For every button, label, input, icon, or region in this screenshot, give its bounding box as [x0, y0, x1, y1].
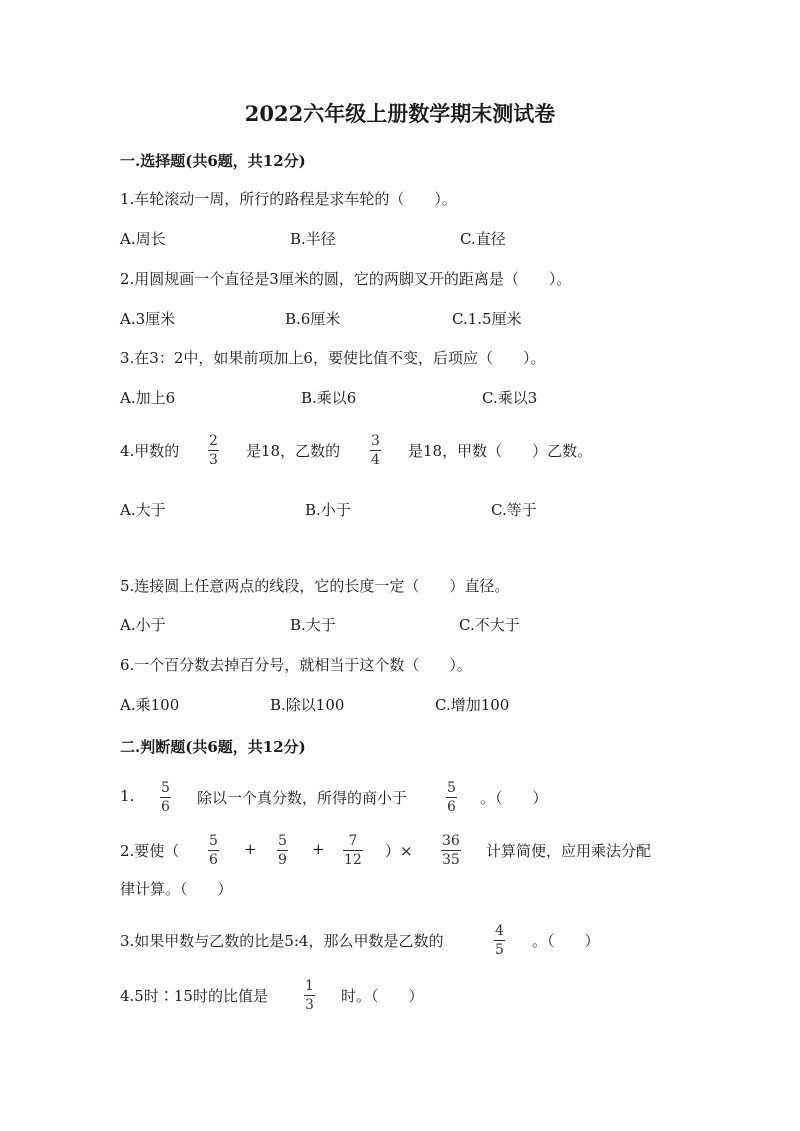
j1-number: 1.: [120, 787, 135, 805]
fraction-bar: [343, 850, 363, 851]
j1-fraction-five-sixths-b: [446, 780, 457, 815]
section-heading-judgement: 二.判断题(共6题，共12分): [120, 738, 306, 756]
j2-fraction-thirty-six-thirty-fifths: [441, 833, 461, 868]
q1-option-b: B.半径: [290, 230, 336, 248]
q6-option-c: C.增加100: [435, 696, 510, 714]
q3-option-a: A.加上6: [120, 389, 176, 407]
q3-option-c: C.乘以3: [482, 389, 538, 407]
fraction-bar: [304, 995, 315, 996]
q4-text-part2: 是18，乙数的: [246, 442, 341, 460]
q2-option-b: B.6厘米: [285, 310, 341, 328]
q4-option-c: C.等于: [491, 501, 537, 519]
q6-option-a: A.乘100: [120, 696, 180, 714]
j1-fraction-five-sixths-a: [160, 780, 171, 815]
fraction-denominator: 5: [495, 942, 504, 958]
q2-option-a: A.3厘米: [120, 310, 176, 328]
fraction-denominator: 6: [161, 799, 170, 815]
fraction-numerator: 7: [348, 833, 358, 849]
fraction-numerator: 5: [278, 833, 287, 849]
fraction-numerator: 1: [305, 978, 314, 994]
fraction-bar: [208, 450, 219, 451]
j2-fraction-seven-twelfths: [343, 833, 363, 868]
q4-text-part1: 4.甲数的: [120, 442, 180, 460]
fraction-bar: [277, 850, 288, 851]
fraction-numerator: 5: [209, 833, 218, 849]
fraction-numerator: 4: [495, 923, 504, 939]
fraction-numerator: 2: [209, 433, 218, 449]
fraction-denominator: 3: [305, 997, 314, 1013]
j1-text-end: 。（ ）: [480, 789, 548, 807]
j2-plus-2: +: [312, 840, 325, 858]
fraction-numerator: 5: [447, 780, 456, 796]
q5-option-c: C.不大于: [459, 616, 520, 634]
q6-option-b: B.除以100: [270, 696, 345, 714]
j2-fraction-five-sixths: [208, 833, 219, 868]
j2-text-end: 计算简便，应用乘法分配: [486, 842, 652, 860]
fraction-bar: [160, 797, 171, 798]
j2-fraction-five-ninths: [277, 833, 288, 868]
q5-option-b: B.大于: [290, 616, 336, 634]
fraction-denominator: 9: [278, 852, 287, 868]
fraction-numerator: 36: [442, 833, 460, 849]
q4-fraction-two-thirds: [208, 433, 219, 468]
fraction-denominator: 35: [442, 852, 460, 868]
question-2: 2.用圆规画一个直径是3厘米的圆，它的两脚叉开的距离是（ ）。: [120, 270, 572, 288]
fraction-numerator: 5: [161, 780, 170, 796]
question-5: 5.连接圆上任意两点的线段，它的长度一定（ ）直径。: [120, 577, 510, 595]
question-6: 6.一个百分数去掉百分号，就相当于这个数（ ）。: [120, 656, 472, 674]
j2-text-start: 2.要使（: [120, 842, 180, 860]
fraction-denominator: 3: [209, 452, 218, 468]
question-3: 3.在3：2中，如果前项加上6，要使比值不变，后项应（ ）。: [120, 349, 546, 367]
j1-text-middle: 除以一个真分数，所得的商小于: [197, 789, 408, 807]
j2-text-line2: 律计算。（ ）: [120, 880, 233, 898]
fraction-bar: [208, 850, 219, 851]
fraction-denominator: 12: [344, 852, 362, 868]
j3-text-end: 。（ ）: [532, 932, 600, 950]
q4-option-b: B.小于: [305, 501, 351, 519]
question-1: 1.车轮滚动一周，所行的路程是求车轮的（ ）。: [120, 190, 457, 208]
q2-option-c: C.1.5厘米: [452, 310, 522, 328]
page-title: 2022六年级上册数学期末测试卷: [244, 101, 556, 126]
j4-text-end: 时。（ ）: [341, 987, 424, 1005]
fraction-bar: [494, 940, 505, 941]
j2-plus-1: +: [244, 840, 257, 858]
j2-times: ）×: [385, 842, 413, 860]
q5-option-a: A.小于: [120, 616, 166, 634]
q4-fraction-three-quarters: [370, 433, 381, 468]
j4-text-start: 4.5时∶15时的比值是: [120, 987, 268, 1005]
j4-fraction-one-third: [304, 978, 315, 1013]
q4-option-a: A.大于: [120, 501, 166, 519]
fraction-bar: [370, 450, 381, 451]
q1-option-a: A.周长: [120, 230, 166, 248]
fraction-bar: [441, 850, 461, 851]
fraction-denominator: 6: [447, 799, 456, 815]
q4-text-part3: 是18，甲数（ ）乙数。: [408, 442, 593, 460]
fraction-numerator: 3: [371, 433, 380, 449]
section-heading-choice: 一.选择题(共6题，共12分): [120, 152, 306, 170]
fraction-bar: [446, 797, 457, 798]
q3-option-b: B.乘以6: [301, 389, 357, 407]
q1-option-c: C.直径: [460, 230, 506, 248]
fraction-denominator: 6: [209, 852, 218, 868]
j3-text-start: 3.如果甲数与乙数的比是5:4，那么甲数是乙数的: [120, 932, 444, 950]
fraction-denominator: 4: [371, 452, 380, 468]
j3-fraction-four-fifths: [494, 923, 505, 958]
